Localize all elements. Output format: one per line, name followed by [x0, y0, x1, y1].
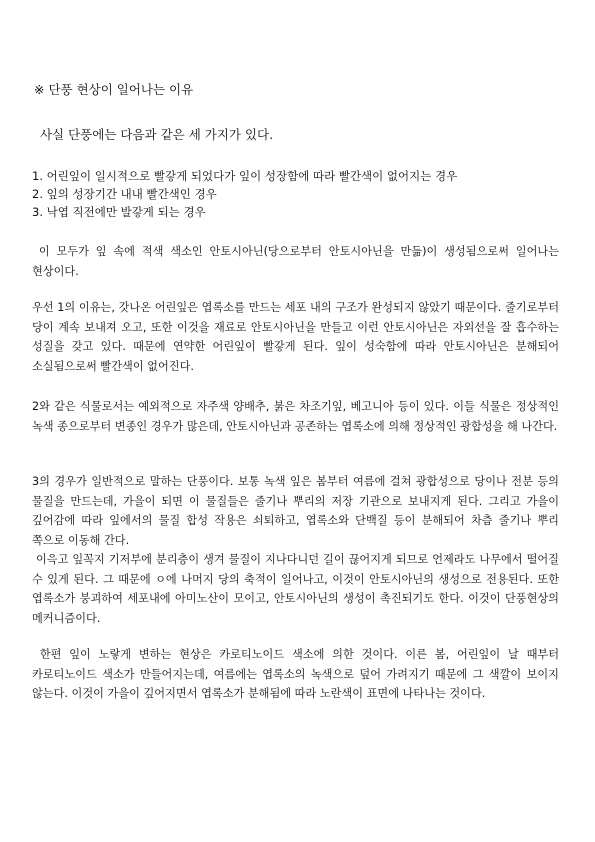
reason-list [32, 167, 562, 221]
intro-text: 사실 단풍에는 다음과 같은 세 가지가 있다. [36, 127, 274, 142]
list-item: 1. 어린잎이 일시적으로 빨갛게 되었다가 잎이 성장함에 따라 빨간색이 없어지는 경우 [32, 169, 458, 183]
list-item: 3. 낙엽 직전에만 발갛게 되는 경우 [32, 205, 206, 219]
paragraph-reason-1: 우선 1의 이유는, 갓나온 어린잎은 엽록소를 만드는 세포 내의 구조가 완성되지 않았기 때문이다. 줄기로부터 당이 계속 보내져 오고, 또한 이것을 재료로 안토시아닌을 만들고 이런 안토시아닌은 자외선을 잘 흡수하는 성질을 갖고 있다. 때문에 연약한 어린잎이 빨갛게 된다. 잎이 성숙함에 따라 안토시아닌은 분해되어 소실됨으로써 빨간색이 없어진다. [32, 301, 563, 373]
list-item: 2. 잎의 성장기간 내내 빨간색인 경우 [32, 187, 217, 201]
paragraph-reason-2: 2와 같은 식물로서는 예외적으로 자주색 양배추, 붉은 차조기잎, 베고니아 등이 있다. 이들 식물은 정상적인 녹색 종으로부터 변종인 경우가 많은데, 안토시아닌과 공존하는 엽록소에 의해 정상적인 광합성을 해 나간다. [32, 400, 563, 433]
paragraph-yellow-leaves: 한편 잎이 노랗게 변하는 현상은 카로티노이드 색소에 의한 것이다. 이른 봄, 어린잎이 날 때부터 카로티노이드 색소가 만들어지는데, 여름에는 엽록소의 녹색으로 덮어 가려지기 때문에 그 색깔이 보이지 않는다. 이것이 가을이 깊어지면서 엽록소가 분해됨에 따라 노란색이 표면에 나타나는 것이다. [32, 648, 563, 700]
paragraph-reason-3: 3의 경우가 일반적으로 말하는 단풍이다. 보통 녹색 잎은 봄부터 여름에 걸쳐 광합성으로 당이나 전분 등의 물질을 만드는데, 가을이 되면 이 물질들은 줄기나 뿌리의 저장 기관으로 보내지게 된다. 그리고 가을이 깊어감에 따라 잎에서의 물질 합성 작용은 쇠퇴하고, 엽록소와 단백질 등이 분해되어 차츰 줄기나 뿌리 쪽으로 이동해 간다. 이윽고 잎꼭지 기저부에 분리층이 생겨 물질이 지나다니던 길이 끊어지게 되므로 언제라도 나무에서 떨어질 수 있게 된다. 그 때문에 ㅇ에 나머지 당의 축적이 일어나고, 이것이 안토시아닌의 생성으로 전용된다. 또한 엽록소가 붕괴하여 세포내에 아미노산이 모이고, 안토시아닌의 생성이 촉진되기도 한다. 이것이 단풍현상의 메커니즘이다. [32, 475, 559, 625]
paragraph-anthocyanin: 이 모두가 잎 속에 적색 색소인 안토시아닌(당으로부터 안토시아닌을 만듦)이 생성됨으로써 일어나는 현상이다. [32, 245, 563, 278]
document-title: ※ 단풍 현상이 일어나는 이유 [34, 82, 194, 97]
